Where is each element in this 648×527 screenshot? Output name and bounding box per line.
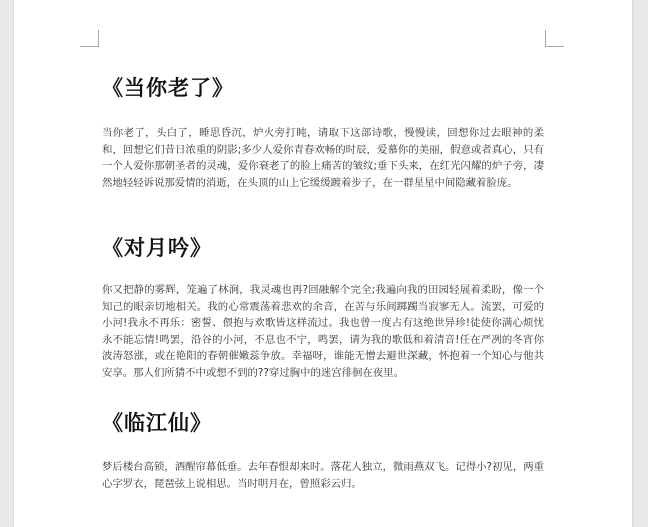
crop-mark-top-right xyxy=(545,30,564,47)
poem-body-3: 梦后楼台高锁，酒醒帘幕低垂。去年春恨却来时。落花人独立，微雨燕双飞。记得小?初见，两重心字罗衣，琵琶弦上说相思。当时明月在，曾照彩云归。 xyxy=(102,461,544,490)
poem-body-1: 当你老了，头白了，睡思昏沉，炉火旁打盹，请取下这部诗歌，慢慢读，回想你过去眼神的柔和，回想它们昔日浓重的阴影;多少人爱你青春欢畅的时辰，爱慕你的美丽，假意或者真心，只有一个人爱你那朝圣者的灵魂，爱你衰老了的脸上痛苦的皱纹;垂下头来，在红光闪耀的炉子旁，凄然地轻轻诉说那爱情的消逝，在头顶的山上它缓缓踱着步子，在一群星星中间隐藏着脸庞。 xyxy=(102,127,544,189)
document-page xyxy=(14,0,632,527)
poem-title-3: 《临江仙》 xyxy=(102,411,212,435)
poem-title-1: 《当你老了》 xyxy=(102,76,234,100)
crop-mark-top-left xyxy=(80,30,99,47)
poem-body-2: 你又把静的雾辉，笼遍了林涧，我灵魂也再?回融解个完全;我遍向我的田园轻展着柔盼，像一个知己的眼亲切地相关。我的心常震荡着悲欢的余音，在苦与乐间踯躅当寂寥无人。流罢，可爱的小河!我永不再乐：密誓、偎抱与欢歌皆这样流过。我也曾一度占有这绝世异珍!徒使你满心烦忧永不能忘情!鸣罢，沿谷的小河，不息也不宁，鸣罢，请为我的歌低和着清音!任在严冽的冬宵你波涛怒涨，或在艳阳的春朝催嫩蕊争放。幸福呀，谁能无憎去避世深藏，怀抱着一个知心与他共安享。那人们所猜不中或想不到的??穿过胸中的迷宫徘徊在夜里。 xyxy=(102,284,544,379)
poem-title-2: 《对月吟》 xyxy=(102,236,212,260)
